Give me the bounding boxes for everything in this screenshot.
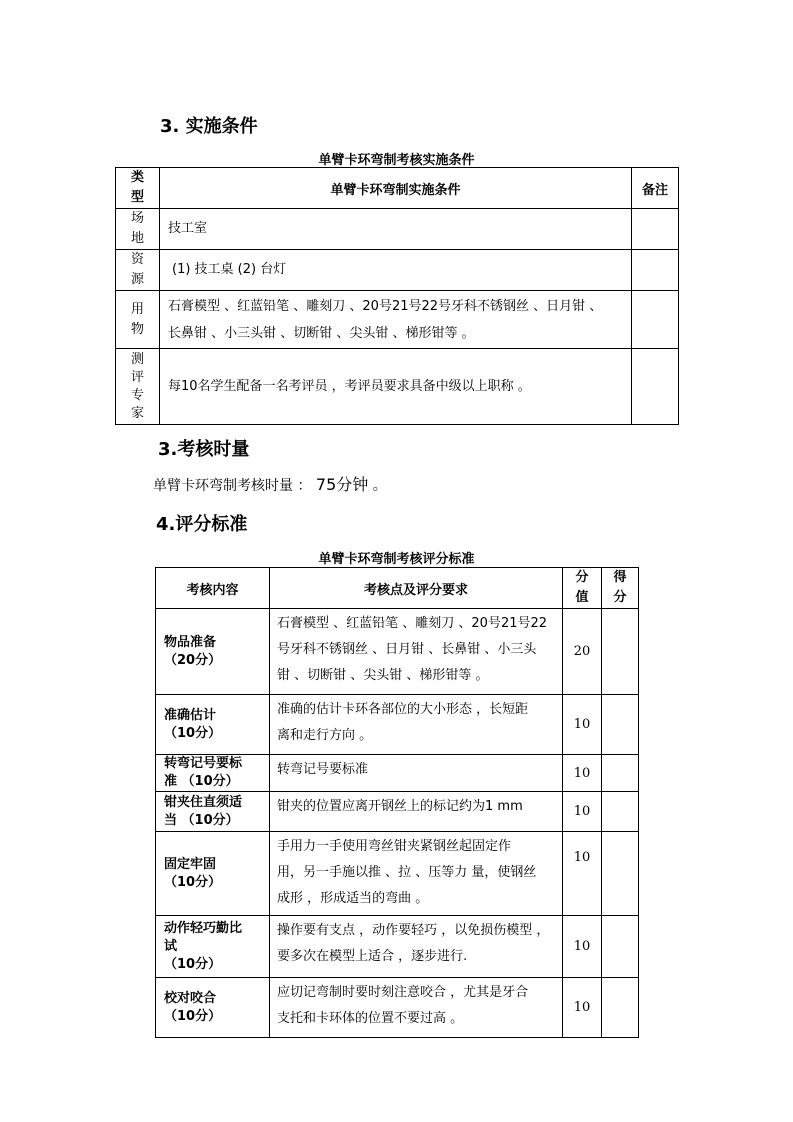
header-remark: 备注 <box>632 168 679 209</box>
table-row <box>156 609 639 695</box>
item-requirement: 应切记弯制时要时刻注意咬合 ，尤其是牙合 支托和卡环体的位置不要过高 。 <box>270 978 563 1038</box>
item-requirement: 操作要有支点 ，动作要轻巧 ，以免损伤模型 ， 要多次在模型上适合 ，逐步进行. <box>270 916 563 978</box>
header-item: 考核内容 <box>156 568 270 609</box>
table-row <box>116 250 679 291</box>
row-type-venue: 场 地 <box>116 209 160 250</box>
item-requirement: 准确的估计卡环各部位的大小形态 ，长短距 离和走行方向 。 <box>270 695 563 755</box>
item-requirement: 钳夹的位置应离开钢丝上的标记约为1 mm <box>270 792 563 832</box>
header-requirement: 考核点及评分要求 <box>270 568 563 609</box>
item-score <box>602 755 639 792</box>
item-points: 20 <box>563 609 602 695</box>
table-row <box>156 792 639 832</box>
item-score <box>602 916 639 978</box>
item-label: 物品准备 （20分） <box>156 609 270 695</box>
exam-time-value: 75分钟 <box>315 475 369 494</box>
table-row <box>156 978 639 1038</box>
item-requirement: 石膏模型 、红蓝铅笔 、雕刻刀 、20号21号22 号牙科不锈钢丝 、日月钳 、长鼻钳 、小三头 钳 、切断钳 、尖头钳 、梯形钳等 。 <box>270 609 563 695</box>
table-row <box>116 349 679 425</box>
header-score: 得 分 <box>602 568 639 609</box>
row-type-resources: 资 源 <box>116 250 160 291</box>
table-row <box>116 209 679 250</box>
row-content-supplies: 石膏模型 、红蓝铅笔 、雕刻刀 、20号21号22号牙科不锈钢丝 、日月钳 、 长鼻钳 、小三头钳 、切断钳 、尖头钳 、梯形钳等 。 <box>160 291 632 349</box>
section-heading-time: 3.考核时量 <box>158 439 250 460</box>
section-heading-conditions: 3. 实施条件 <box>160 116 258 137</box>
conditions-header-row <box>116 168 679 209</box>
item-requirement: 手用力一手使用弯丝钳夹紧钢丝起固定作 用，另一手施以推 、拉 、压等力 量，使钢丝 成形 ，形成适当的弯曲 。 <box>270 832 563 916</box>
header-points: 分 值 <box>563 568 602 609</box>
item-score <box>602 695 639 755</box>
row-remark <box>632 291 679 349</box>
table-caption-conditions: 单臂卡环弯制考核实施条件 <box>318 153 475 168</box>
row-content-venue: 技工室 <box>160 209 632 250</box>
table-caption-scoring: 单臂卡环弯制考核评分标准 <box>318 552 475 567</box>
item-points: 10 <box>563 832 602 916</box>
row-content-resources: (1) 技工桌 (2) 台灯 <box>160 250 632 291</box>
row-type-supplies: 用 物 <box>116 291 160 349</box>
conditions-table <box>115 167 679 425</box>
item-label: 钳夹住直须适 当 （10分） <box>156 792 270 832</box>
exam-time-label: 单臂卡环弯制考核时量 ： <box>153 478 312 494</box>
row-remark <box>632 349 679 425</box>
item-score <box>602 832 639 916</box>
item-points: 10 <box>563 916 602 978</box>
item-requirement: 转弯记号要标准 <box>270 755 563 792</box>
scoring-table <box>155 567 639 1038</box>
item-score <box>602 792 639 832</box>
section-heading-scoring: 4.评分标准 <box>156 514 248 535</box>
row-type-experts: 测 评 专 家 <box>116 349 160 425</box>
header-condition: 单臂卡环弯制实施条件 <box>160 168 632 209</box>
item-points: 10 <box>563 978 602 1038</box>
row-remark <box>632 209 679 250</box>
item-score <box>602 609 639 695</box>
row-remark <box>632 250 679 291</box>
item-label: 准确估计 （10分） <box>156 695 270 755</box>
scoring-header-row <box>156 568 639 609</box>
table-row <box>156 755 639 792</box>
table-row <box>156 832 639 916</box>
item-label: 固定牢固 （10分） <box>156 832 270 916</box>
table-row <box>116 291 679 349</box>
item-label: 校对咬合 （10分） <box>156 978 270 1038</box>
item-score <box>602 978 639 1038</box>
table-row <box>156 695 639 755</box>
exam-time-suffix: 。 <box>372 478 387 494</box>
item-points: 10 <box>563 792 602 832</box>
item-points: 10 <box>563 755 602 792</box>
exam-time-text <box>153 472 387 495</box>
item-label: 转弯记号要标 准 （10分） <box>156 755 270 792</box>
row-content-experts: 每10名学生配备一名考评员 ，考评员要求具备中级以上职称 。 <box>160 349 632 425</box>
item-points: 10 <box>563 695 602 755</box>
header-type: 类 型 <box>116 168 160 209</box>
table-row <box>156 916 639 978</box>
item-label: 动作轻巧勤比 试 （10分） <box>156 916 270 978</box>
